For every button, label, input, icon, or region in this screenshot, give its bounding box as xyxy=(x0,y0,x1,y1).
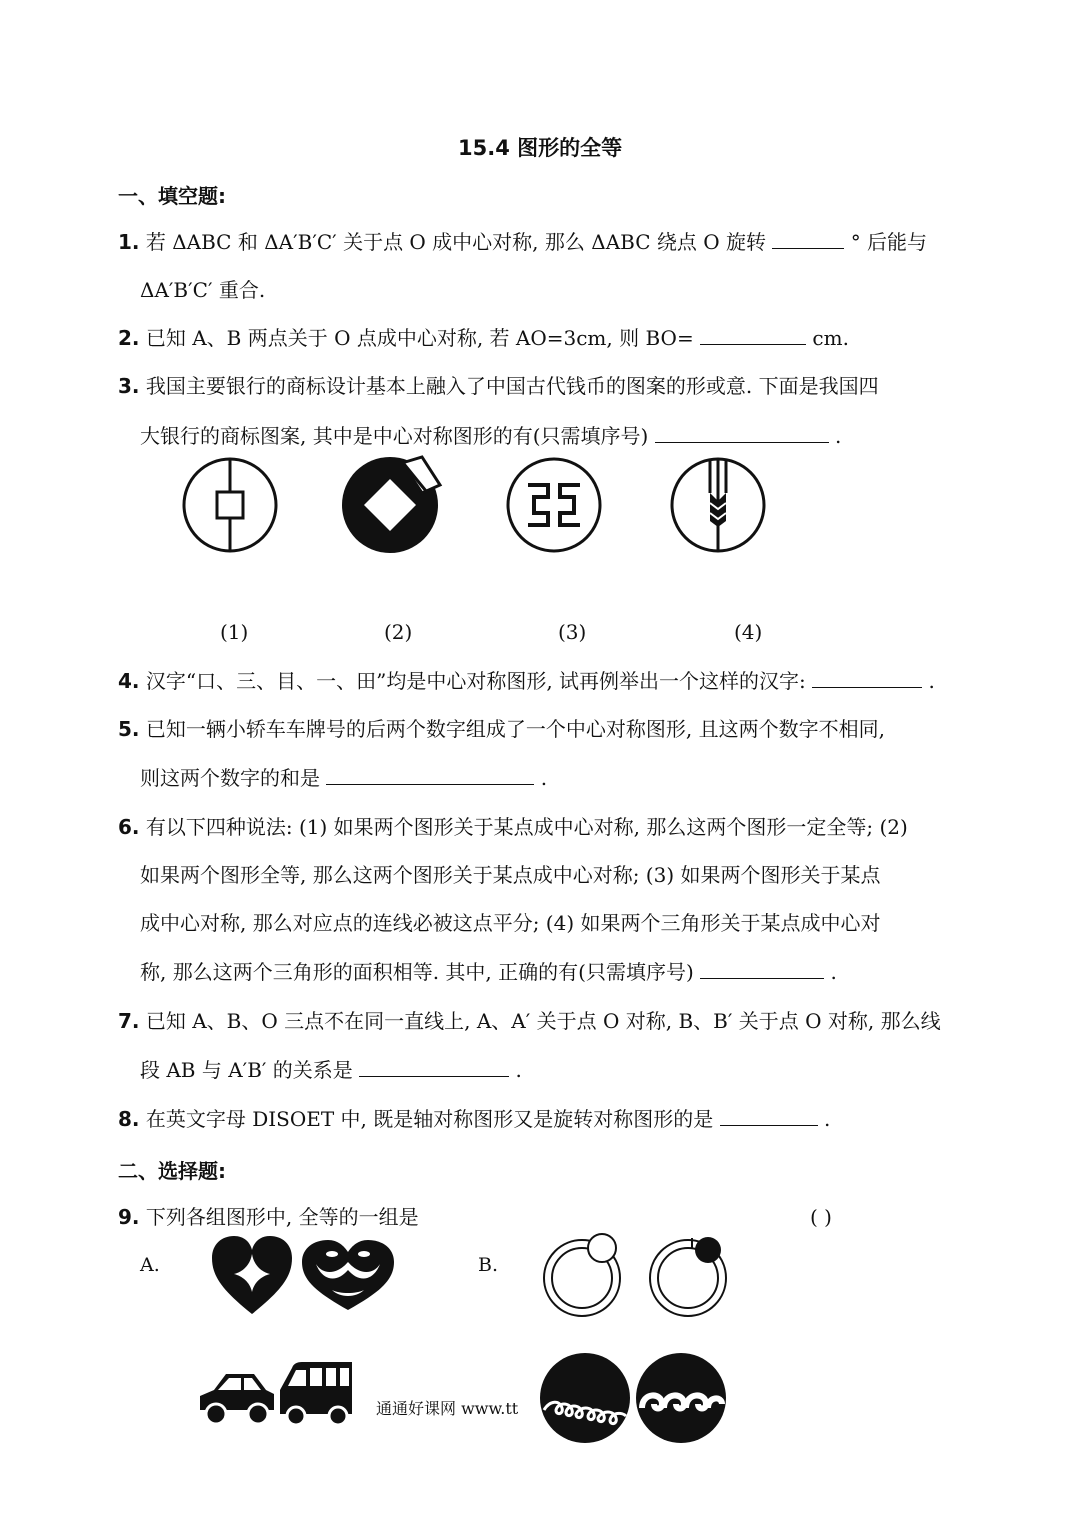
question-number: 8. xyxy=(118,1107,140,1131)
section-heading-fill-in: 一、填空题: xyxy=(118,184,226,208)
bank-logo-2-icon xyxy=(340,455,450,555)
question-3-line2 xyxy=(140,422,841,450)
question-number: 2. xyxy=(118,326,140,350)
question-8 xyxy=(118,1105,830,1133)
heart-shape-1-icon xyxy=(212,1236,292,1316)
question-text: 汉字“口、三、目、一、田”均是中心对称图形, 试再例举出一个这样的汉字: xyxy=(145,669,806,693)
question-text: 称, 那么这两个三角形的面积相等. 其中, 正确的有(只需填序号) xyxy=(140,960,694,984)
period: . xyxy=(830,960,837,984)
period: . xyxy=(928,669,935,693)
option-a-label: A. xyxy=(140,1254,160,1276)
period: . xyxy=(835,424,842,448)
section-heading-choice: 二、选择题: xyxy=(118,1159,226,1183)
question-text: 我国主要银行的商标设计基本上融入了中国古代钱币的图案的形或意. 下面是我国四 xyxy=(145,374,879,398)
question-6 xyxy=(118,813,908,841)
question-6-line4 xyxy=(140,958,837,986)
period: . xyxy=(515,1058,522,1082)
page-title: 15.4 图形的全等 xyxy=(458,136,623,160)
ring-with-white-dot-icon xyxy=(538,1232,634,1318)
question-9 xyxy=(118,1203,419,1231)
bank-logo-1-icon xyxy=(180,455,280,555)
wave-circle-1-icon xyxy=(540,1352,630,1444)
question-7 xyxy=(118,1007,941,1035)
question-text: 有以下四种说法: (1) 如果两个图形关于某点成中心对称, 那么这两个图形一定全等; (2) xyxy=(145,815,908,839)
question-text: cm. xyxy=(812,326,849,350)
car-icon xyxy=(196,1366,276,1428)
watermark-text: 通通好课网 www.tt xyxy=(376,1399,519,1418)
question-text: 已知 A、B、O 三点不在同一直线上, A、A′ 关于点 O 对称, B、B′ 关于点 O 对称, 那么线 xyxy=(145,1009,941,1033)
answer-blank[interactable] xyxy=(655,422,829,443)
question-text: ° 后能与 xyxy=(850,230,928,254)
question-text: 已知一辆小轿车车牌号的后两个数字组成了一个中心对称图形, 且这两个数字不相同, xyxy=(145,717,885,741)
logo-label-3: (3) xyxy=(558,620,587,644)
heart-shape-2-icon xyxy=(302,1240,394,1312)
question-6-line3: 成中心对称, 那么对应点的连线必被这点平分; (4) 如果两个三角形关于某点成中心对 xyxy=(140,911,881,935)
question-text: 在英文字母 DISOET 中, 既是轴对称图形又是旋转对称图形的是 xyxy=(145,1107,714,1131)
question-3 xyxy=(118,372,879,400)
question-text: 若 ΔABC 和 ΔA′B′C′ 关于点 O 成中心对称, 那么 ΔABC 绕点 O 旋转 xyxy=(145,230,766,254)
question-1-line2: ΔA′B′C′ 重合. xyxy=(140,278,266,302)
answer-blank[interactable] xyxy=(326,764,534,785)
question-number: 4. xyxy=(118,669,140,693)
question-2 xyxy=(118,324,849,352)
van-icon xyxy=(278,1358,356,1428)
bank-logo-3-icon xyxy=(504,455,604,555)
question-number: 3. xyxy=(118,374,140,398)
ring-with-black-dot-icon xyxy=(644,1232,740,1318)
option-b-label: B. xyxy=(478,1254,499,1276)
answer-blank[interactable] xyxy=(700,958,824,979)
question-7-line2 xyxy=(140,1056,522,1084)
period: . xyxy=(540,766,548,790)
question-text: 已知 A、B 两点关于 O 点成中心对称, 若 AO=3cm, 则 BO= xyxy=(145,326,694,350)
logo-label-1: (1) xyxy=(220,620,249,644)
question-4 xyxy=(118,667,935,695)
question-number: 7. xyxy=(118,1009,140,1033)
answer-blank[interactable] xyxy=(772,228,844,249)
question-number: 6. xyxy=(118,815,140,839)
question-text: 下列各组图形中, 全等的一组是 xyxy=(145,1205,419,1229)
question-number: 1. xyxy=(118,230,140,254)
answer-blank[interactable] xyxy=(720,1105,818,1126)
logo-label-4: (4) xyxy=(734,620,763,644)
question-text: 大银行的商标图案, 其中是中心对称图形的有(只需填序号) xyxy=(140,424,649,448)
question-number: 9. xyxy=(118,1205,140,1229)
question-6-line2: 如果两个图形全等, 那么这两个图形关于某点成中心对称; (3) 如果两个图形关于某点 xyxy=(140,863,881,887)
question-text: 则这两个数字的和是 xyxy=(140,766,320,790)
answer-parentheses[interactable]: ( ) xyxy=(810,1205,832,1229)
logo-label-2: (2) xyxy=(384,620,413,644)
period: . xyxy=(824,1107,831,1131)
question-5 xyxy=(118,715,885,743)
question-1 xyxy=(118,228,927,256)
bank-logo-4-icon xyxy=(668,455,768,555)
answer-blank[interactable] xyxy=(700,324,806,345)
question-text: 段 AB 与 A′B′ 的关系是 xyxy=(140,1058,353,1082)
wave-circle-2-icon xyxy=(634,1352,728,1444)
question-5-line2 xyxy=(140,764,547,792)
answer-blank[interactable] xyxy=(359,1056,509,1077)
question-number: 5. xyxy=(118,717,140,741)
answer-blank[interactable] xyxy=(812,667,922,688)
